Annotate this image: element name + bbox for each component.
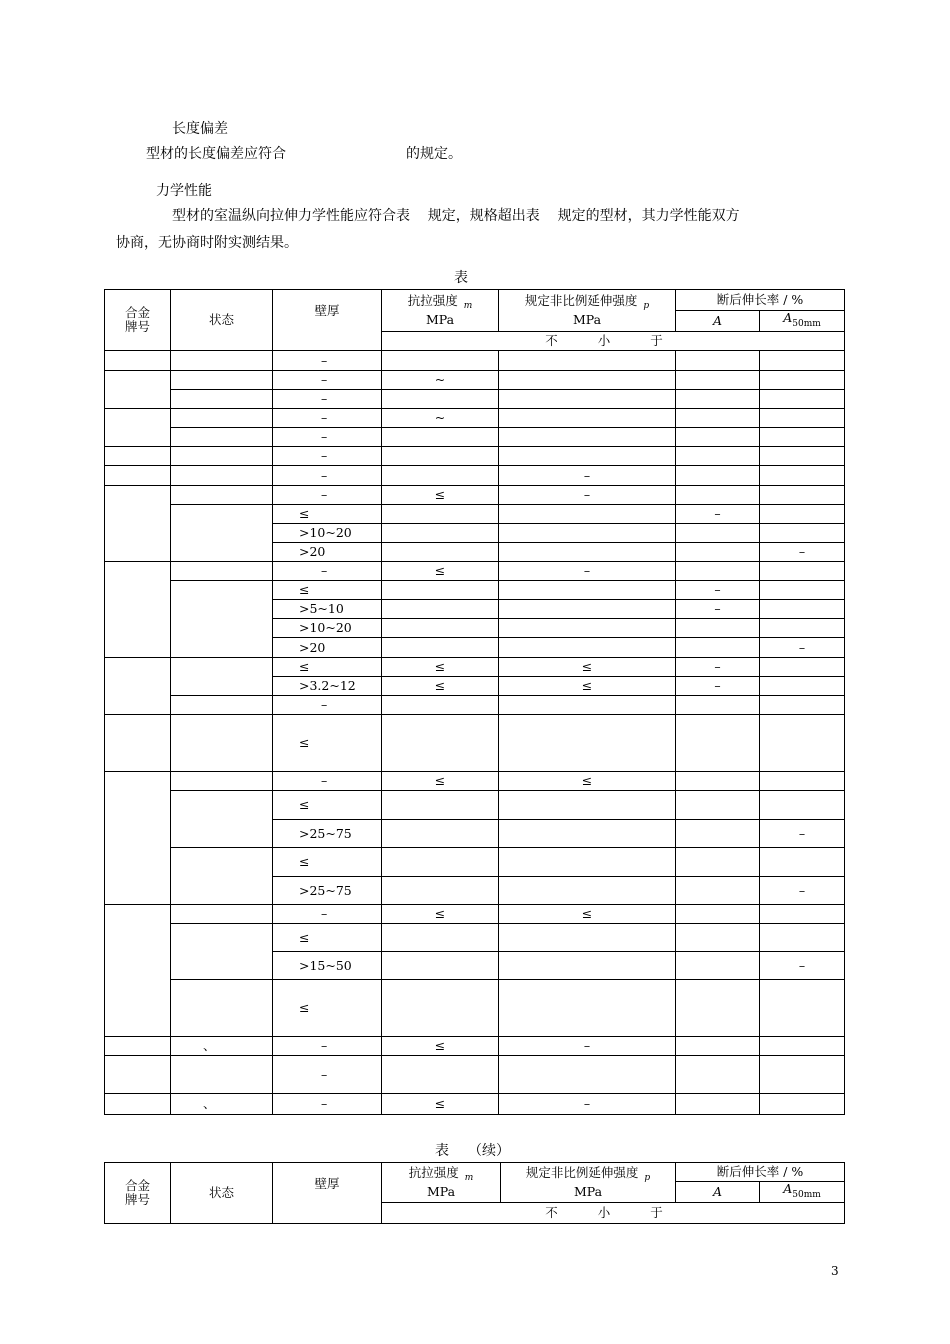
cell-a: – (676, 658, 760, 677)
cell-rp: – (499, 1037, 676, 1056)
cell-wall: – (273, 696, 382, 715)
cell-rp (499, 619, 676, 638)
cell-a (676, 562, 760, 581)
table-row (105, 1056, 845, 1094)
cell-rp (499, 505, 676, 524)
table-row (105, 696, 845, 715)
cell-temper (171, 466, 273, 486)
cell-a50 (760, 715, 845, 772)
cell-alloy (105, 1056, 171, 1094)
cell-a50 (760, 980, 845, 1037)
cell-rp (499, 638, 676, 658)
cell-alloy (105, 1094, 171, 1115)
cell-rp (499, 600, 676, 619)
cell-temper (171, 772, 273, 791)
cell-a50: – (760, 952, 845, 980)
cell-a (676, 371, 760, 390)
cell-wall: ≤ (273, 715, 382, 772)
header-tensile: 抗拉强度 $_m$ MPa (382, 290, 499, 332)
page-number: 3 (831, 1264, 839, 1278)
section-length-text-a: 型材的长度偏差应符合 (146, 146, 286, 162)
header2-wall: 壁厚 (273, 1163, 382, 1224)
cell-alloy (105, 772, 171, 905)
cell-rm (382, 543, 499, 562)
table-row (105, 371, 845, 390)
cell-wall: – (273, 1094, 382, 1115)
cell-temper (171, 486, 273, 505)
cell-wall: – (273, 390, 382, 409)
cell-temper (171, 351, 273, 371)
table-row (105, 562, 845, 581)
cell-a (676, 772, 760, 791)
cell-rp: – (499, 562, 676, 581)
cell-alloy (105, 658, 171, 715)
cell-a50: – (760, 820, 845, 848)
cell-rp: – (499, 486, 676, 505)
cell-rm (382, 447, 499, 466)
cell-temper (171, 924, 273, 980)
cell-temper (171, 409, 273, 428)
cell-rp: ≤ (499, 658, 676, 677)
cell-a (676, 696, 760, 715)
cell-rp (499, 820, 676, 848)
cell-a (676, 877, 760, 905)
cell-rm (382, 715, 499, 772)
cell-temper (171, 980, 273, 1037)
cell-rp (499, 848, 676, 877)
header-yield: 规定非比例延伸强度 $_p$ MPa (499, 290, 676, 332)
cell-wall: >25~75 (273, 877, 382, 905)
cell-rm: ~ (382, 409, 499, 428)
cell-temper (171, 562, 273, 581)
cell-rm (382, 877, 499, 905)
header-min: 不 小 于 (382, 332, 845, 351)
cell-rp: – (499, 466, 676, 486)
cell-wall: – (273, 905, 382, 924)
cell-rp (499, 980, 676, 1037)
cell-a50 (760, 1037, 845, 1056)
cell-rm (382, 524, 499, 543)
cell-temper: 、 (171, 1037, 273, 1056)
cell-a (676, 351, 760, 371)
cell-alloy (105, 466, 171, 486)
cell-rm (382, 1056, 499, 1094)
cell-a50 (760, 371, 845, 390)
cell-a (676, 486, 760, 505)
cell-wall: >5~10 (273, 600, 382, 619)
cell-wall: >10~20 (273, 619, 382, 638)
cell-a: – (676, 677, 760, 696)
cell-wall: ≤ (273, 924, 382, 952)
cell-rm: ≤ (382, 677, 499, 696)
table-row (105, 505, 845, 524)
table-row (105, 848, 845, 877)
cell-rm (382, 351, 499, 371)
header-elongation: 断后伸长率 / % (676, 290, 845, 311)
cell-a50 (760, 772, 845, 791)
cell-wall: – (273, 772, 382, 791)
cell-rp: ≤ (499, 905, 676, 924)
section-length-text-b: 的规定。 (406, 146, 462, 162)
cell-rp (499, 447, 676, 466)
section-mech-line1: 型材的室温纵向拉伸力学性能应符合表 规定，规格超出表 规定的型材，其力学性能双方 (172, 208, 740, 224)
header2-yield: 规定非比例延伸强度 $_p$ MPa (501, 1163, 676, 1203)
cell-rm (382, 980, 499, 1037)
header2-elong-a: A (676, 1182, 760, 1203)
cell-rm (382, 600, 499, 619)
cell-rm (382, 696, 499, 715)
cell-wall: >10~20 (273, 524, 382, 543)
table-row (105, 980, 845, 1037)
cell-a (676, 1056, 760, 1094)
cell-a (676, 409, 760, 428)
cell-a50 (760, 791, 845, 820)
mechanical-properties-table-cont (104, 1162, 845, 1224)
mechanical-properties-table (104, 289, 845, 1115)
header-wall: 壁厚 (273, 290, 382, 351)
cell-a50 (760, 524, 845, 543)
cell-rp (499, 524, 676, 543)
cell-temper (171, 581, 273, 658)
cell-rm: ≤ (382, 486, 499, 505)
cell-temper (171, 390, 273, 409)
table-row (105, 409, 845, 428)
cell-a50 (760, 924, 845, 952)
cell-temper: 、 (171, 1094, 273, 1115)
cell-a (676, 820, 760, 848)
cell-rp (499, 952, 676, 980)
cell-rp (499, 1056, 676, 1094)
cell-temper (171, 848, 273, 905)
section-length-title: 长度偏差 (172, 121, 228, 137)
cell-rm (382, 820, 499, 848)
cell-temper (171, 905, 273, 924)
cell-alloy (105, 351, 171, 371)
cell-rp (499, 428, 676, 447)
cell-rm (382, 791, 499, 820)
cell-rp (499, 581, 676, 600)
cell-rp (499, 791, 676, 820)
cell-rm: ≤ (382, 562, 499, 581)
cell-a50: – (760, 543, 845, 562)
table-row (105, 772, 845, 791)
cell-a (676, 524, 760, 543)
cell-alloy (105, 715, 171, 772)
cell-a50 (760, 447, 845, 466)
table-row (105, 390, 845, 409)
cell-a (676, 619, 760, 638)
cell-a: – (676, 505, 760, 524)
cell-rm: ≤ (382, 1037, 499, 1056)
cell-wall: – (273, 466, 382, 486)
cell-wall: ≤ (273, 848, 382, 877)
cell-a50 (760, 428, 845, 447)
cell-a50 (760, 351, 845, 371)
cell-wall: >20 (273, 543, 382, 562)
cell-rp (499, 696, 676, 715)
cell-a50 (760, 905, 845, 924)
header2-min: 不 小 于 (382, 1203, 845, 1224)
table2-caption: 表 (435, 1143, 449, 1159)
cell-rp (499, 371, 676, 390)
cell-rp: ≤ (499, 772, 676, 791)
cell-temper (171, 696, 273, 715)
cell-rp (499, 543, 676, 562)
cell-rp (499, 351, 676, 371)
cell-a (676, 428, 760, 447)
table-row (105, 486, 845, 505)
cell-wall: – (273, 371, 382, 390)
cell-alloy (105, 447, 171, 466)
cell-a50 (760, 658, 845, 677)
cell-a50: – (760, 877, 845, 905)
cell-a: – (676, 581, 760, 600)
table-row (105, 466, 845, 486)
cell-rm (382, 428, 499, 447)
cell-a50 (760, 486, 845, 505)
table-row (105, 428, 845, 447)
header2-tensile: 抗拉强度 $_m$ MPa (382, 1163, 501, 1203)
cell-a (676, 1094, 760, 1115)
cell-rm (382, 924, 499, 952)
cell-rp (499, 390, 676, 409)
table-row (105, 351, 845, 371)
cell-wall: ≤ (273, 980, 382, 1037)
cell-a (676, 447, 760, 466)
cell-a50 (760, 466, 845, 486)
section-mech-line2: 协商，无协商时附实测结果。 (116, 235, 298, 251)
cell-a (676, 848, 760, 877)
cell-rm (382, 581, 499, 600)
cell-a50 (760, 1056, 845, 1094)
cell-rp (499, 409, 676, 428)
cell-wall: – (273, 409, 382, 428)
table-row (105, 1037, 845, 1056)
cell-rm (382, 638, 499, 658)
cell-rm (382, 390, 499, 409)
cell-wall: – (273, 428, 382, 447)
cell-a (676, 980, 760, 1037)
cell-rp: ≤ (499, 677, 676, 696)
table-row (105, 791, 845, 820)
cell-a50 (760, 696, 845, 715)
cell-alloy (105, 486, 171, 562)
cell-wall: ≤ (273, 791, 382, 820)
cell-a (676, 715, 760, 772)
cell-a50 (760, 848, 845, 877)
cell-rm: ≤ (382, 1094, 499, 1115)
cell-rp (499, 877, 676, 905)
cell-a50: – (760, 638, 845, 658)
cell-a50 (760, 1094, 845, 1115)
cell-wall: – (273, 1037, 382, 1056)
cell-temper (171, 715, 273, 772)
cell-wall: >15~50 (273, 952, 382, 980)
cell-rp (499, 924, 676, 952)
cell-rm: ≤ (382, 772, 499, 791)
cell-a50 (760, 505, 845, 524)
cell-rm (382, 619, 499, 638)
header-elong-a50: $A_{50mm}$ (760, 311, 845, 332)
section-mech-title: 力学性能 (156, 183, 212, 199)
cell-wall: >20 (273, 638, 382, 658)
cell-a50 (760, 581, 845, 600)
cell-a (676, 543, 760, 562)
cell-alloy (105, 371, 171, 409)
table-row (105, 905, 845, 924)
table-row (105, 924, 845, 952)
cell-temper (171, 1056, 273, 1094)
header2-alloy: 合金 牌号 (105, 1163, 171, 1224)
cell-rm (382, 952, 499, 980)
cell-wall: ≤ (273, 658, 382, 677)
cell-wall: >25~75 (273, 820, 382, 848)
header2-elongation: 断后伸长率 / % (676, 1163, 845, 1182)
header-elong-a: A (676, 311, 760, 332)
header2-temper: 状态 (171, 1163, 273, 1224)
cell-a (676, 905, 760, 924)
table-row (105, 1094, 845, 1115)
table-row (105, 658, 845, 677)
cell-wall: ≤ (273, 581, 382, 600)
header2-elong-a50: $A_{50mm}$ (760, 1182, 845, 1203)
cell-a (676, 952, 760, 980)
cell-wall: – (273, 447, 382, 466)
cell-a50 (760, 600, 845, 619)
cell-wall: – (273, 486, 382, 505)
cell-alloy (105, 905, 171, 1037)
cell-alloy (105, 409, 171, 447)
cell-temper (171, 428, 273, 447)
cell-a50 (760, 677, 845, 696)
cell-a (676, 924, 760, 952)
cell-a: – (676, 600, 760, 619)
cell-temper (171, 791, 273, 848)
cell-temper (171, 658, 273, 696)
cell-rm (382, 466, 499, 486)
header-temper: 状态 (171, 290, 273, 351)
cell-rp (499, 715, 676, 772)
cell-a (676, 390, 760, 409)
cell-rm (382, 848, 499, 877)
cell-wall: – (273, 351, 382, 371)
cell-wall: ≤ (273, 505, 382, 524)
cell-a (676, 466, 760, 486)
cell-rm: ≤ (382, 658, 499, 677)
cell-a50 (760, 562, 845, 581)
table1-caption: 表 (454, 270, 468, 286)
cell-a50 (760, 409, 845, 428)
cell-a (676, 638, 760, 658)
table2-caption-cont: （续） (468, 1143, 510, 1159)
cell-temper (171, 505, 273, 562)
table-row (105, 447, 845, 466)
cell-a (676, 791, 760, 820)
cell-temper (171, 371, 273, 390)
cell-rp: – (499, 1094, 676, 1115)
cell-wall: – (273, 1056, 382, 1094)
cell-temper (171, 447, 273, 466)
cell-a (676, 1037, 760, 1056)
cell-alloy (105, 562, 171, 658)
cell-wall: >3.2~12 (273, 677, 382, 696)
cell-a50 (760, 619, 845, 638)
cell-wall: – (273, 562, 382, 581)
cell-rm: ≤ (382, 905, 499, 924)
cell-rm (382, 505, 499, 524)
cell-a50 (760, 390, 845, 409)
cell-alloy (105, 1037, 171, 1056)
cell-rm: ~ (382, 371, 499, 390)
header-alloy: 合金 牌号 (105, 290, 171, 351)
table-row (105, 715, 845, 772)
table-row (105, 581, 845, 600)
